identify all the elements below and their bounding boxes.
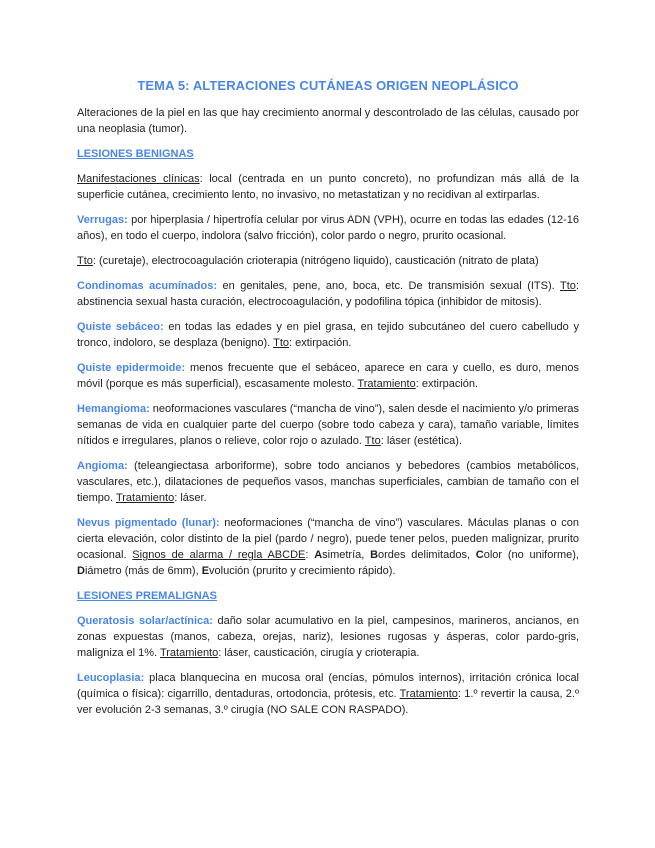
abcde-letter-e: E xyxy=(201,565,210,577)
hemangioma-term: Hemangioma: xyxy=(77,403,150,415)
hemangioma-tto-text: : láser (estética). xyxy=(380,435,463,447)
queratosis-text: daño solar acumulativo en la piel, campesinos, marineros, ancianos, en zonas expuestas (manos, cabeza, orejas, nariz), lesiones rugosas y ásperas, color pardo-gris, maligniza el 1%. xyxy=(77,615,579,659)
condilomas-paragraph xyxy=(77,278,579,310)
condilomas-tto-label: Tto xyxy=(560,280,576,292)
verrugas-paragraph xyxy=(77,212,579,244)
quiste-sebaceo-text: en todas las edades y en piel grasa, en tejido subcutáneo del cuero cabelludo y tronco, indoloro, se desplaza (benigno). xyxy=(77,321,579,349)
quiste-sebaceo-tto-label: Tto xyxy=(273,337,289,349)
queratosis-term: Queratosis solar/actínica: xyxy=(77,615,213,627)
angioma-text: (teleangiectasa arboriforme), sobre todo ancianos y bebedores (cambios metabólicos, vasculares, etc.), dilataciones de pequeños vasos, manchas superficiales, cambian de tamaño con el tiempo. xyxy=(77,460,579,504)
quiste-sebaceo-tto-text: : extirpación. xyxy=(289,337,352,349)
leucoplasia-tto-text: : 1.º revertir la causa, 2.º ver evolución 2-3 semanas, 3.º cirugía (NO SALE CON RASPADO). xyxy=(77,688,579,716)
angioma-term: Angioma: xyxy=(77,460,128,472)
abcde-rest-d: iámetro (más de 6mm), xyxy=(84,565,202,577)
angioma-tto-label: Tratamiento xyxy=(115,492,175,504)
leucoplasia-term: Leucoplasia: xyxy=(77,672,145,684)
nevus-text: neoformaciones (“mancha de vino”) vasculares. Máculas planas o con cierta elevación, color distinto de la piel (pardo / negro), puede tener pelos, pueden malignizar, prurito ocasional. xyxy=(77,517,580,561)
manifestaciones-paragraph xyxy=(77,171,579,203)
manifestaciones-text: : local (centrada en un punto concreto), no profundizan más allá de la superficie cutánea, crecimiento lento, no invasivo, no metastatizan y no recidivan al extirparlas. xyxy=(77,173,579,201)
quiste-sebaceo-paragraph xyxy=(77,319,579,351)
abcde-rest-e: volución (prurito y crecimiento rápido). xyxy=(209,565,396,577)
section-heading-premalignas: LESIONES PREMALIGNAS xyxy=(77,590,217,602)
quiste-epidermoide-text: menos frecuente que el sebáceo, aparece en cara y cuello, es duro, menos móvil (porque es más superficial), escasamente molesto. xyxy=(77,362,580,390)
queratosis-tto-text: : láser, causticación, cirugía y crioterapia. xyxy=(218,647,420,659)
leucoplasia-paragraph xyxy=(77,670,579,718)
quiste-epidermoide-paragraph xyxy=(77,360,579,392)
quiste-epidermoide-term: Quiste epidermoide: xyxy=(77,362,186,374)
condilomas-term: Condinomas acumínados: xyxy=(77,280,217,292)
queratosis-tto-label: Tratamiento xyxy=(159,647,219,659)
leucoplasia-tto-label: Tratamiento xyxy=(399,688,458,700)
leucoplasia-text: placa blanquecina en mucosa oral (encías, pómulos internos), irritación crónica local (química o física): cigarrillo, dentaduras, ortodoncia, prótesis, etc. xyxy=(77,672,579,700)
quiste-epidermoide-tto-text: : extirpación. xyxy=(415,378,479,390)
quiste-sebaceo-term: Quiste sebáceo: xyxy=(77,321,164,333)
hemangioma-text: neoformaciones vasculares (“mancha de vino”), salen desde el nacimiento y/o primeras semanas de vida en cualquier parte del cuerpo (sobre todo cabeza y cara), tamaño variable, límites nítidos e irregulares, planos o relieve, color rojo o azulado. xyxy=(77,403,579,447)
hemangioma-paragraph xyxy=(77,401,579,449)
verrugas-tto-label: Tto xyxy=(77,255,93,267)
manifestaciones-label: Manifestaciones clínicas xyxy=(77,173,200,185)
abcde-rest-b: ordes delimitados, xyxy=(378,549,476,561)
abcde-rest-a: simetría, xyxy=(322,549,371,561)
hemangioma-tto-label: Tto xyxy=(364,435,381,447)
abcde-letter-a: A xyxy=(314,549,323,561)
verrugas-tto-text: : (curetaje), electrocoagulación crioterapia (nitrógeno liquido), causticación (nitrato de plata) xyxy=(92,255,539,267)
angioma-paragraph xyxy=(77,458,579,506)
nevus-signos-label: Signos de alarma / regla ABCDE xyxy=(132,549,306,561)
nevus-signos-colon: : xyxy=(305,549,315,561)
condilomas-text: en genitales, pene, ano, boca, etc. De transmisión sexual (ITS). xyxy=(216,280,561,292)
abcde-letter-b: B xyxy=(370,549,379,561)
section-heading-benignas: LESIONES BENIGNAS xyxy=(77,148,194,160)
nevus-term: Nevus pigmentado (lunar): xyxy=(77,517,220,529)
verrugas-text: por hiperplasia / hipertrofía celular por virus ADN (VPH), ocurre en todas las edades (12-16 años), en todo el cuerpo, indolora (salvo fricción), color pardo o negro, prurito ocasional. xyxy=(77,214,579,242)
verrugas-term: Verrugas: xyxy=(77,214,128,226)
verrugas-tto-paragraph xyxy=(77,253,579,269)
queratosis-paragraph xyxy=(77,613,579,661)
abcde-letter-d: D xyxy=(77,565,85,577)
quiste-epidermoide-tto-label: Tratamiento xyxy=(357,378,416,390)
angioma-tto-text: : láser. xyxy=(174,492,207,504)
intro-paragraph: Alteraciones de la piel en las que hay crecimiento anormal y descontrolado de las células, causado por una neoplasia (tumor). xyxy=(77,107,579,135)
condilomas-tto-text: : abstinencia sexual hasta curación, electrocoagulación, y podofilina tópica (inhibidor de mitosis). xyxy=(77,280,579,308)
abcde-letter-c: C xyxy=(475,549,484,561)
abcde-rest-c: olor (no uniforme), xyxy=(483,549,579,561)
document-title: TEMA 5: ALTERACIONES CUTÁNEAS ORIGEN NEOPLÁSICO xyxy=(137,78,519,93)
nevus-paragraph xyxy=(77,515,579,579)
